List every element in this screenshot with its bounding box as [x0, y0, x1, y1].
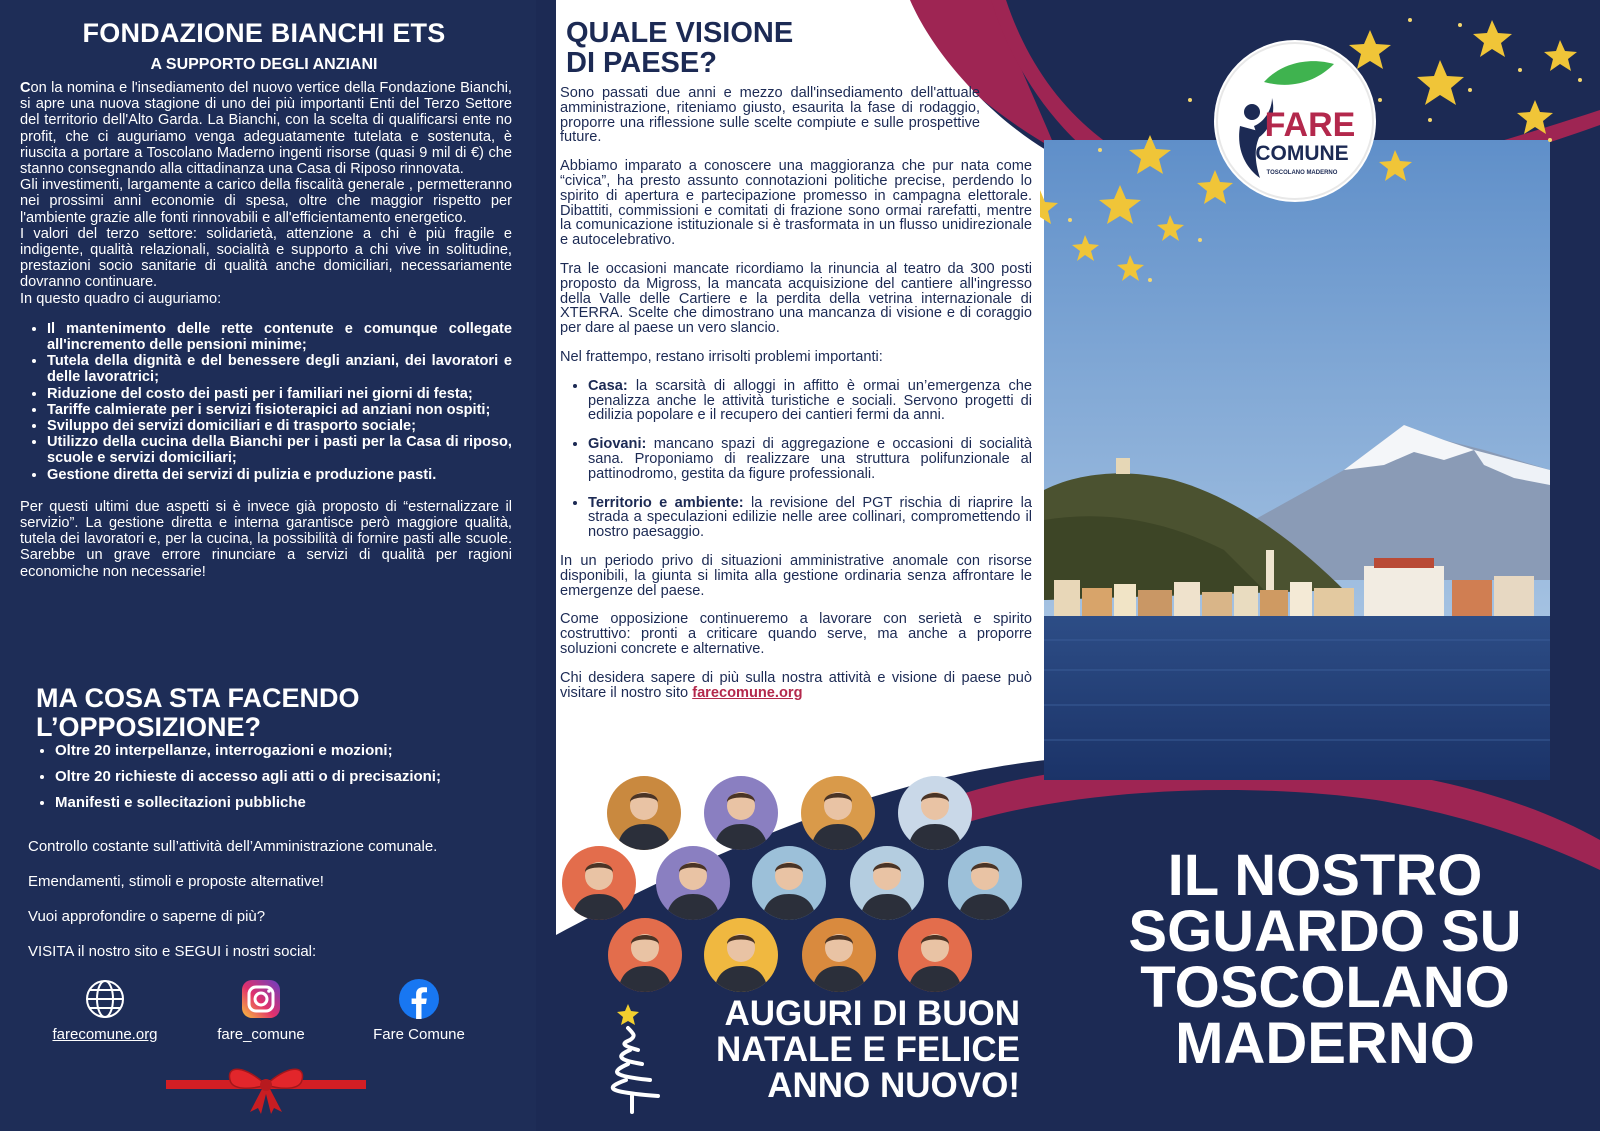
note-line: Emendamenti, stimoli e proposte alternative!	[28, 873, 324, 890]
paragraph-6: Come opposizione continueremo a lavorare con serietà e spirito costruttivo: pronti a criticare quando serve, ma anche a proporre soluzioni concrete e alternative.	[560, 611, 1032, 657]
team-member-portrait	[898, 776, 972, 850]
intro-text: on la nomina e l'insediamento del nuovo vertice della Fondazione Bianchi, si apre una nuova stagione di uno dei più importanti Enti del Terzo Settore del territorio dell'Alto Garda. La Bianchi, con la scelta di qualificarsi ente no profit, che ci auguriamo venga adeguatamente tutelata e sostenuta, è riuscita a portare a Toscolano Maderno ingenti risorse (quasi 9 mil di €) che stanno consegnando alla cittadinanza una Casa di Riposo rinnovata.	[20, 80, 512, 178]
holiday-wishes	[684, 996, 1020, 1104]
team-member-portrait	[704, 776, 778, 850]
opposition-title	[36, 684, 360, 742]
logo-graphic	[1214, 40, 1376, 202]
team-member-portrait	[898, 918, 972, 992]
opposition-title-line-2: L’OPPOSIZIONE?	[36, 712, 262, 742]
problems-list	[560, 379, 1032, 540]
paragraph-1: Sono passati due anni e mezzo dall'insediamento dell'attuale amministrazione, riteniamo giusto, esaurita la fase di rodaggio, proporre una riflessione sulle scelte compiute e sulle prospettive future.	[560, 85, 980, 146]
drop-letter: C	[20, 80, 31, 96]
problem-text: la revisione del PGT rischia di riaprire la strada a speculazioni edilizie nelle aree collinari, compromettendo il nostro paesaggio.	[588, 494, 1032, 541]
paragraph-4: Nel frattempo, restano irrisolti problemi importanti:	[560, 348, 883, 365]
list-item: • Riduzione del costo dei pasti per i familiari nei giorni di festa;	[47, 386, 512, 402]
vision-title	[566, 18, 926, 78]
person-silhouette-icon	[562, 846, 636, 920]
list-item: • Oltre 20 richieste di accesso agli atti o di precisazioni;	[55, 768, 545, 785]
note-line: VISITA il nostro sito e SEGUI i nostri social:	[28, 943, 317, 960]
problem-text: mancano spazi di aggregazione e occasioni di socialità sana. Proponiamo di realizzare una struttura polifunzionale al pattinodromo, gestita da figure professionali.	[588, 436, 1032, 482]
person-silhouette-icon	[704, 918, 778, 992]
list-item	[588, 379, 1032, 423]
social-instagram[interactable]	[186, 978, 336, 1043]
fare-comune-logo	[1214, 40, 1376, 202]
note-line: Controllo costante sull’attività dell’Amministrazione comunale.	[28, 838, 438, 855]
team-member-portrait	[801, 776, 875, 850]
list-item	[588, 437, 1032, 481]
person-silhouette-icon	[850, 846, 924, 920]
left-panel	[0, 0, 536, 1131]
problem-head: Casa:	[588, 377, 628, 394]
person-silhouette-icon	[607, 776, 681, 850]
list-item: • Il mantenimento delle rette contenute e comunque collegate all'incremento delle pensioni minime;	[47, 321, 512, 353]
tail-paragraph: Per questi ultimi due aspetti si è invece già proposto di “esternalizzare il servizio”. La gestione diretta e interna garantisce però maggiore qualità, tutela dei lavoratori e, per la cucina, la possibilità di fornire pasti alle scuole. Sarebbe un grave errore rinunciare a servizi di qualità per ragioni economiche non necessarie!	[20, 498, 512, 580]
logo-word-fare: FARE	[1264, 106, 1356, 144]
note-line: Vuoi approfondire o saperne di più?	[28, 908, 266, 925]
paragraph-3: Tra le occasioni mancate ricordiamo la rinuncia al teatro da 300 posti proposto da Migross, la mancata acquisizione del cantiere all'ingresso della Valle delle Cartiere e la perdita della vetrina internazionale di XTERRA. Scelte che dimostrano una mancanza di visione e di coraggio per dare al paese un vero slancio.	[560, 260, 1032, 337]
team-member-portrait	[656, 846, 730, 920]
list-item: • Sviluppo dei servizi domiciliari e di trasporto sociale;	[47, 418, 512, 434]
social-website[interactable]	[30, 978, 180, 1043]
foundation-subtitle: A SUPPORTO DEGLI ANZIANI	[150, 56, 378, 73]
list-item: • Gestione diretta dei servizi di pulizia e produzione pasti.	[47, 467, 512, 483]
vision-title-line-2: DI PAESE?	[566, 47, 717, 79]
facebook-label[interactable]: Fare Comune	[373, 1026, 465, 1043]
wishes-line-3: ANNO NUOVO!	[767, 1066, 1020, 1105]
vision-text	[560, 86, 1032, 714]
person-silhouette-icon	[948, 846, 1022, 920]
team-member-portrait	[850, 846, 924, 920]
instagram-label[interactable]: fare_comune	[217, 1026, 305, 1043]
list-item: • Tutela della dignità e del benessere degli anziani, dei lavoratori e delle lavoratrici;	[47, 353, 512, 385]
opposition-notes	[28, 838, 528, 978]
foundation-title: FONDAZIONE BIANCHI ETS	[82, 18, 446, 48]
person-silhouette-icon	[752, 846, 826, 920]
paragraph-2: Abbiamo imparato a conoscere una maggioranza che pur nata come “civica”, ha presto assunto connotazioni politiche precise, perdendo lo spirito di apertura e partecipazione promesso in campagna elettorale. Dibattiti, commissioni e comitati di frazione sono ormai rarefatti, mentre la comunicazione istituzionale si è trasformata in un flusso unidirezionale e autocelebrativo.	[560, 158, 1032, 249]
cover-title-line-3: TOSCOLANO	[1140, 955, 1510, 1020]
opposition-title-line-1: MA COSA STA FACENDO	[36, 683, 360, 713]
paragraph-7-text: Chi desidera sapere di più sulla nostra attività e visione di paese può visitare il nostro sito	[560, 669, 1032, 701]
paragraph-4: In questo quadro ci auguriamo:	[20, 290, 222, 307]
list-item: • Utilizzo della cucina della Bianchi per i pasti per la Casa di riposo, scuole e servizi domiciliari;	[47, 434, 512, 466]
team-member-portrait	[562, 846, 636, 920]
person-silhouette-icon	[656, 846, 730, 920]
paragraph-3: I valori del terzo settore: solidarietà, attenzione a chi è più fragile e indigente, qualità relazionali, socialità e supporto a chi vive in solitudine, prestazioni socio sanitarie di qualità anche domiciliari, necessariamente dovranno continuare.	[20, 225, 512, 291]
foundation-text	[20, 80, 512, 580]
person-silhouette-icon	[898, 918, 972, 992]
cover-title-line-2: SGUARDO SU	[1128, 899, 1522, 964]
person-silhouette-icon	[704, 776, 778, 850]
person-silhouette-icon	[608, 918, 682, 992]
list-item: • Manifesti e sollecitazioni pubbliche	[55, 794, 545, 811]
facebook-icon	[398, 978, 440, 1020]
person-silhouette-icon	[802, 918, 876, 992]
team-member-portrait	[948, 846, 1022, 920]
team-member-portrait	[607, 776, 681, 850]
problem-text: la scarsità di alloggi in affitto è ormai un’emergenza che penalizza anche le attività turistiche e sociali. Servono progetti di edilizia popolare e il recupero dei cantieri fermi da anni.	[588, 377, 1032, 424]
paragraph-5: In un periodo privo di situazioni amministrative anomale con risorse disponibili, la giunta si limita alla gestione ordinaria senza affrontare le emergenze del paese.	[560, 552, 1032, 599]
wishes-line-2: NATALE E FELICE	[716, 1030, 1020, 1069]
christmas-tree-icon	[598, 1000, 678, 1116]
logo-subtitle: TOSCOLANO MADERNO	[1266, 170, 1338, 176]
vision-title-line-1: QUALE VISIONE	[566, 17, 794, 49]
problem-head: Territorio e ambiente:	[588, 494, 744, 511]
team-member-portrait	[802, 918, 876, 992]
social-facebook[interactable]	[344, 978, 494, 1043]
team-member-portrait	[752, 846, 826, 920]
cover-title-line-4: MADERNO	[1175, 1011, 1475, 1076]
person-silhouette-icon	[801, 776, 875, 850]
instagram-icon	[240, 978, 282, 1020]
team-member-portrait	[704, 918, 778, 992]
cover-title-line-1: IL NOSTRO	[1167, 843, 1483, 908]
wishes-list	[20, 321, 512, 483]
intro-paragraph	[20, 80, 512, 177]
team-member-portrait	[608, 918, 682, 992]
problem-head: Giovani:	[588, 436, 647, 453]
person-silhouette-icon	[898, 776, 972, 850]
ribbon-bow-decoration	[166, 1058, 366, 1114]
opposition-list	[27, 742, 545, 820]
website-label[interactable]: farecomune.org	[52, 1026, 158, 1043]
list-item	[588, 496, 1032, 540]
cover-title	[1100, 843, 1550, 1076]
logo-word-comune: COMUNE	[1255, 142, 1349, 165]
globe-icon	[84, 978, 126, 1020]
list-item: • Oltre 20 interpellanze, interrogazioni e mozioni;	[55, 742, 545, 759]
paragraph-7	[560, 671, 1032, 701]
paragraph-2: Gli investimenti, largamente a carico della fiscalità generale , permetteranno nei prossimi anni economie di spesa, oltre che maggior rispetto per l'ambiente grazie alle fonti rinnovabili e all'efficientamento energetico.	[20, 177, 512, 226]
website-link[interactable]: farecomune.org	[692, 684, 803, 701]
wishes-line-1: AUGURI DI BUON	[724, 994, 1020, 1033]
list-item: • Tariffe calmierate per i servizi fisioterapici ad anziani non ospiti;	[47, 402, 512, 418]
